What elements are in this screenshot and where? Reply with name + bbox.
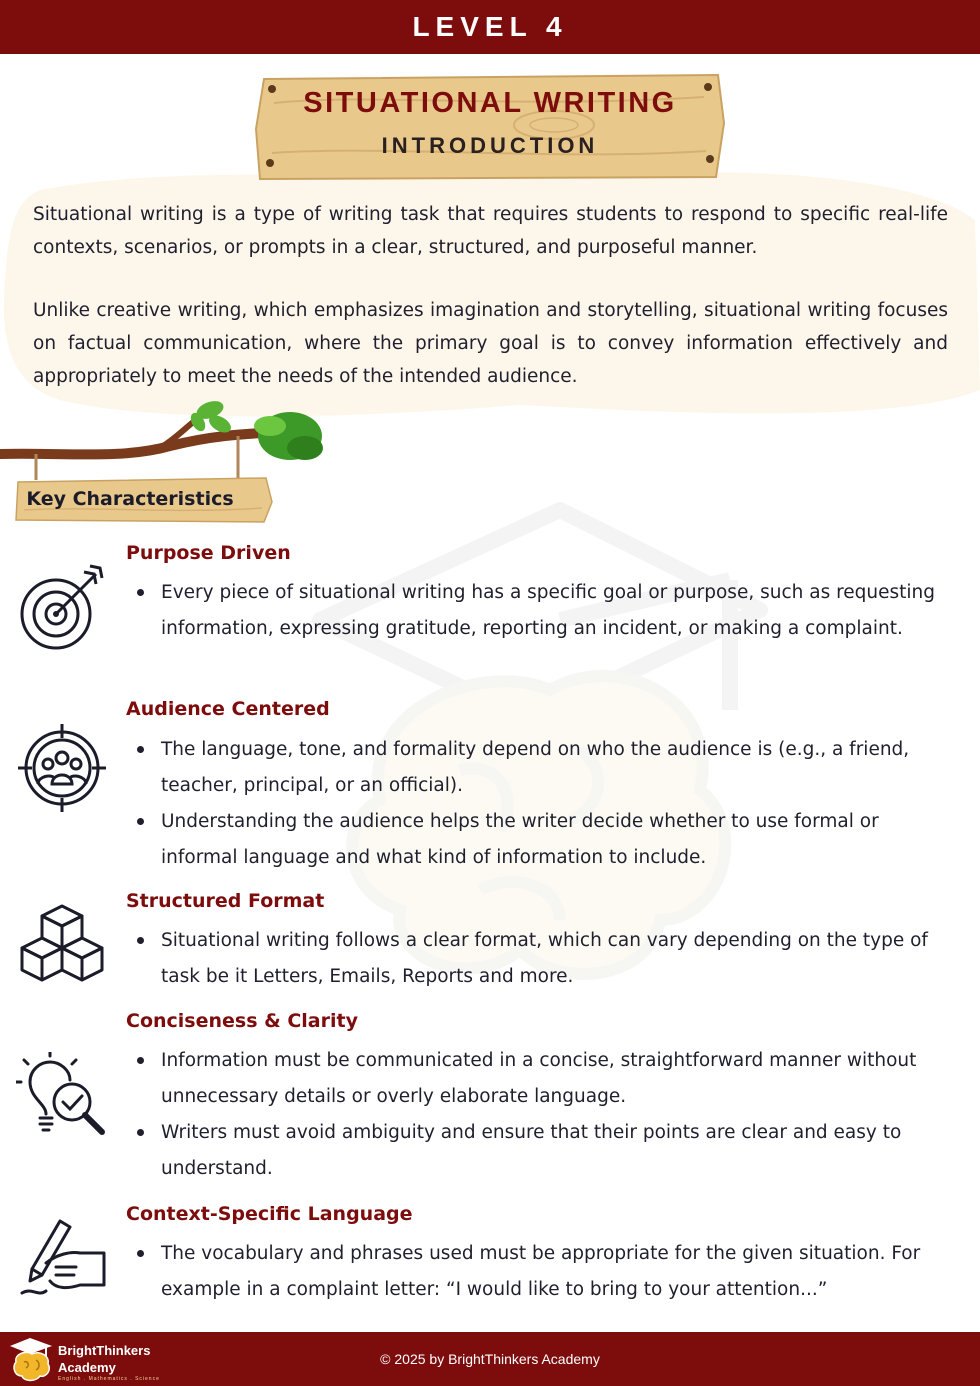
lightbulb-magnifier-icon [16,1052,108,1144]
list-item: Every piece of situational writing has a specific goal or purpose, such as requesting information, expressing gratitude, reporting an incident, or making a complaint. [161,575,936,647]
section-title: Context-Specific Language [126,1203,413,1225]
intro-text [33,198,948,423]
copyright-text: © 2025 by BrightThinkers Academy [380,1351,600,1367]
section-title: Purpose Driven [126,542,291,564]
logo-line: BrightThinkers [58,1343,151,1358]
list-item: The vocabulary and phrases used must be appropriate for the given situation. For example in a complaint letter: “I would like to bring to your attention...” [161,1236,936,1308]
target-arrow-icon [16,562,108,654]
page-subtitle: INTRODUCTION [381,133,599,158]
logo-line: Academy [58,1360,116,1375]
section-title: Conciseness & Clarity [126,1010,358,1032]
page-title: SITUATIONAL WRITING [303,87,677,119]
list-item: Understanding the audience helps the writer decide whether to use formal or informal language and what kind of information to include. [161,804,936,876]
list-item: Situational writing follows a clear format, which can vary depending on the type of task be it Letters, Emails, Reports and more. [161,923,936,995]
footer [0,1332,980,1386]
logo-tagline: English . Mathematics . Science [58,1376,160,1382]
list-item: Writers must avoid ambiguity and ensure that their points are clear and easy to understand. [161,1115,936,1187]
stacked-cubes-icon [16,902,108,994]
section-title: Audience Centered [126,698,330,720]
title-plank [254,73,726,181]
intro-paragraph: Situational writing is a type of writing task that requires students to respond to specific real-life contexts, scenarios, or prompts in a clear, structured, and purposeful manner. [33,204,948,258]
list-item: The language, tone, and formality depend on who the audience is (e.g., a friend, teacher, principal, or an official). [161,732,936,804]
hand-writing-icon [16,1215,108,1307]
section-title: Structured Format [126,890,325,912]
audience-target-icon [16,722,108,814]
list-item: Information must be communicated in a concise, straightforward manner without unnecessary details or overly elaborate language. [161,1043,936,1115]
level-label: LEVEL 4 [412,11,568,42]
key-characteristics-label: Key Characteristics [26,488,234,510]
level-banner [0,0,980,54]
intro-paragraph: Unlike creative writing, which emphasizes imagination and storytelling, situational writing focuses on factual communication, where the primary goal is to convey information effectively and appropriately to meet the needs of the intended audience. [33,300,948,387]
